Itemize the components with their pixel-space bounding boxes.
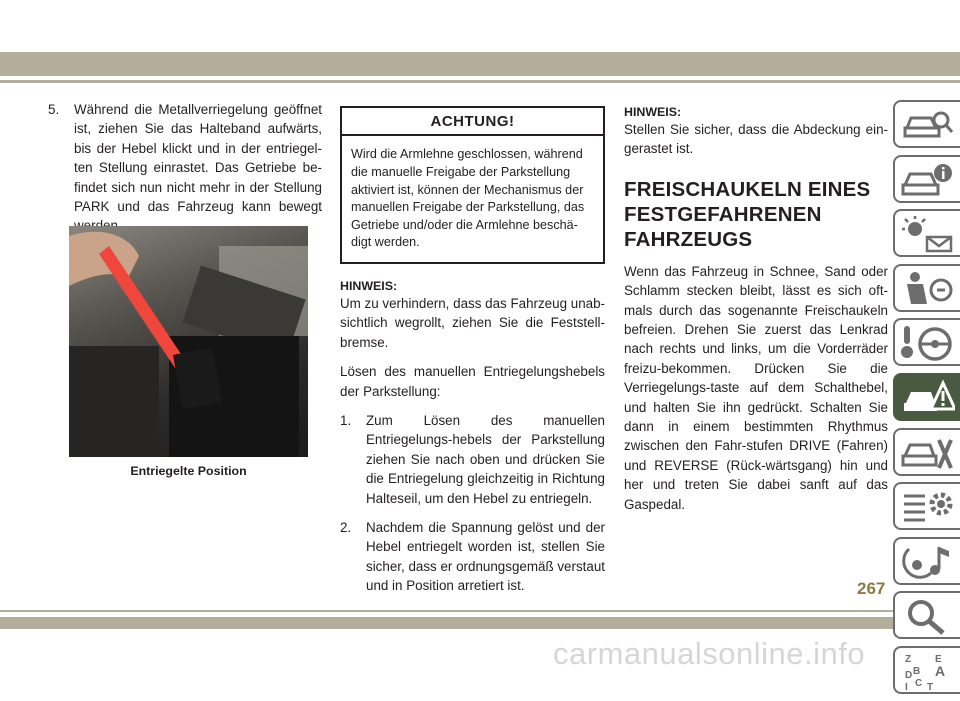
step-text: Zum Lösen des manuellen Entriegelungs-hebels der Parkstellung ziehen Sie nach oben und drücken Sie die Entriegelung gleichzeitig in Richtung Halteseil, um den Hebel zu entriegeln.: [366, 413, 605, 506]
magnifier-icon: [901, 597, 955, 635]
warning-title: ACHTUNG!: [342, 108, 603, 136]
tab-steering-wheel[interactable]: [893, 318, 960, 366]
step-number: 2.: [340, 520, 352, 536]
header-band: [0, 52, 960, 76]
tab-index[interactable]: [893, 646, 960, 694]
header-rule: [0, 80, 960, 83]
section-body: Wenn das Fahrzeug in Schnee, Sand oder Schlamm stecken bleibt, lässt es sich oft-mals durch das sogenannte Freischaukeln befreien. Drehen Sie zuerst das Lenkrad nach rechts und links, um die Vorderräder freizu-bekommen. Drücken Sie die Verriegelungs-taste auf dem Schalthebel, und halten Sie ihn gedrückt. Schalten Sie dann in einem bestimmten Rhythmus zwischen den Fahr-stufen DRIVE (Fahren) und REVERSE (Rück-wärtsgang) hin und her und treten Sie dabei sanft auf das Gaspedal.: [624, 263, 888, 512]
step-text: Nachdem die Spannung gelöst und der Hebel entriegelt worden ist, stellen Sie sicher, dass er ordnungsgemäß verstaut und in Position arretiert ist.: [366, 520, 605, 594]
chapter-tabs: [893, 100, 960, 701]
index-letter: E: [935, 653, 942, 665]
car-tools-icon: [901, 434, 955, 472]
column-middle: [340, 106, 605, 606]
footer-band: [0, 617, 960, 629]
section-title-line: FREISCHAUKELN EINES: [624, 177, 871, 201]
tab-car-search[interactable]: [893, 100, 960, 148]
column-left: [48, 100, 322, 246]
photo-illustration: [69, 226, 308, 457]
specifications-gear-icon: [901, 488, 955, 526]
index-letter: I: [905, 681, 908, 692]
tab-multimedia[interactable]: [893, 537, 960, 585]
tab-search[interactable]: [893, 591, 960, 639]
warning-text: Wird die Armlehne geschlossen, während die manuelle Freigabe der Parkstellung aktiviert ist, können der Mechanismus der manuellen Freigabe der Parkstellung, das Getriebe und/oder die Armlehne beschä-digt werden.: [351, 147, 585, 250]
note-text: Stellen Sie sicher, dass die Abdeckung ein-gerastet ist.: [624, 122, 888, 157]
tab-seat-airbag[interactable]: [893, 264, 960, 312]
tab-car-warning[interactable]: [893, 373, 960, 421]
seat-airbag-icon: [901, 270, 955, 308]
tab-car-tools[interactable]: [893, 428, 960, 476]
car-search-icon: [901, 106, 955, 144]
unlocked-position-photo: [69, 226, 308, 457]
footer-rule: [0, 610, 960, 612]
index-letters-icon: [901, 652, 955, 692]
index-letter: A: [935, 662, 946, 679]
index-letter: C: [915, 677, 923, 689]
photo-caption: Entriegelte Position: [130, 464, 247, 478]
step-1: [340, 411, 605, 508]
step-number: 5.: [48, 102, 60, 117]
note-text: Um zu verhindern, dass das Fahrzeug unab-sichtlich wegrollt, ziehen Sie die Feststell-bremse.: [340, 295, 605, 350]
index-letter: B: [913, 665, 921, 677]
warning-box: [340, 106, 605, 264]
car-info-icon: [901, 161, 955, 199]
index-letter: T: [927, 681, 934, 692]
warning-lights-message-icon: [901, 215, 955, 253]
index-letter: D: [905, 669, 913, 681]
page-number: 267: [857, 579, 886, 598]
section-title-line: FAHRZEUGS: [624, 227, 753, 251]
watermark: carmanualsonline.info: [553, 636, 866, 671]
multimedia-music-icon: [901, 543, 955, 581]
tab-specifications[interactable]: [893, 482, 960, 530]
car-warning-icon: [901, 379, 955, 417]
index-letter: Z: [905, 653, 912, 665]
step-2: [340, 518, 605, 596]
note-heading: HINWEIS:: [340, 278, 398, 293]
steering-wheel-icon: [901, 324, 955, 362]
tab-warning-lights[interactable]: [893, 209, 960, 257]
note-heading: HINWEIS:: [624, 105, 682, 119]
column-right: [624, 104, 888, 524]
section-title: [624, 177, 888, 252]
step-number: 1.: [340, 413, 352, 428]
section-title-line: FESTGEFAHRENEN: [624, 202, 822, 226]
step-text: Während die Metallverriegelung geöffnet ist, ziehen Sie das Halteband aufwärts, bis der Hebel klickt und in der entriegel-ten Stellung einrastet. Das Getriebe be-findet sich nun nicht mehr in der Stellung PARK und das Fahrzeug kann bewegt: [74, 102, 322, 215]
tab-car-info[interactable]: [893, 155, 960, 203]
step-5: [48, 100, 322, 236]
intro-text: Lösen des manuellen Entriegelungshebels der Parkstellung:: [340, 364, 605, 399]
